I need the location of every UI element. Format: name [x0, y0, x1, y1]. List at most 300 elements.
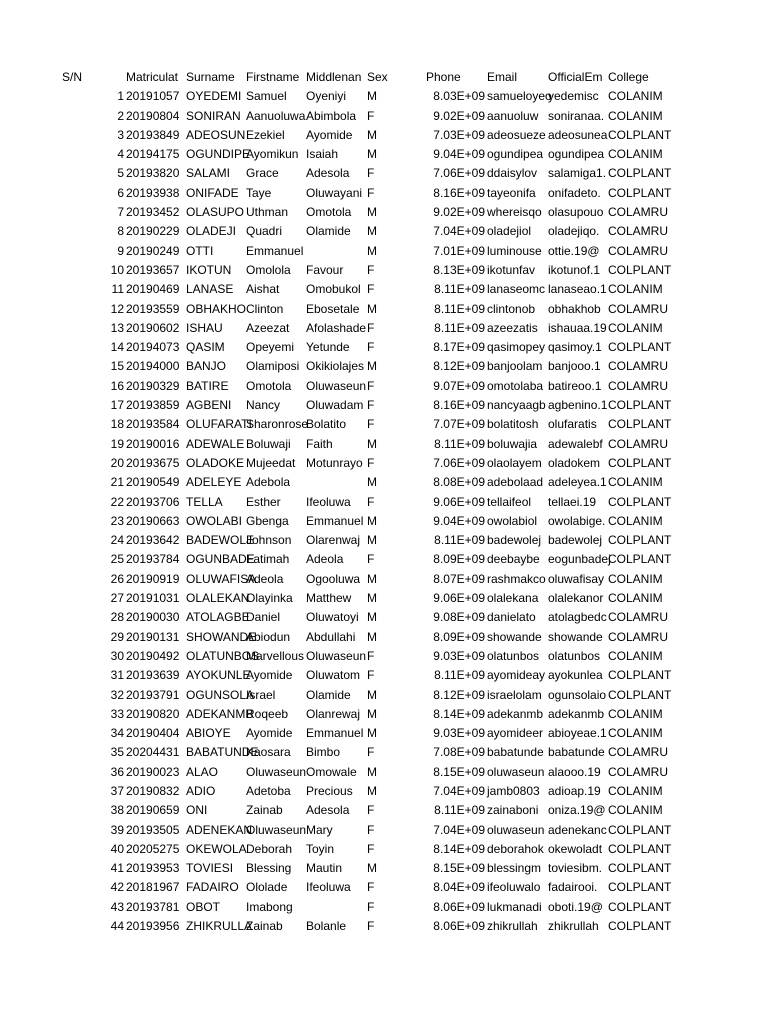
- cell-phone[interactable]: 8.08E+09: [433, 475, 485, 490]
- cell-email[interactable]: omotolaba: [487, 378, 544, 393]
- cell-matric[interactable]: 20204431: [126, 745, 180, 760]
- cell-college[interactable]: COLANIM: [608, 648, 663, 663]
- cell-sn[interactable]: 44: [110, 919, 124, 934]
- cell-surname[interactable]: BANJO: [186, 359, 227, 374]
- cell-phone[interactable]: 8.13E+09: [433, 262, 485, 277]
- cell-firstname[interactable]: Abiodun: [246, 629, 291, 644]
- cell-phone[interactable]: 8.11E+09: [434, 803, 485, 818]
- cell-college[interactable]: COLANIM: [608, 571, 663, 586]
- cell-sex[interactable]: F: [367, 282, 375, 297]
- cell-phone[interactable]: 9.03E+09: [433, 726, 485, 741]
- cell-sn[interactable]: 19: [110, 436, 124, 451]
- cell-official-email[interactable]: oluwafisay: [548, 571, 605, 586]
- header-official-email[interactable]: OfficialEm: [548, 70, 603, 84]
- cell-sn[interactable]: 22: [110, 494, 124, 509]
- cell-matric[interactable]: 20193675: [126, 455, 180, 470]
- cell-surname[interactable]: BATIRE: [186, 378, 229, 393]
- cell-official-email[interactable]: agbenino.1: [548, 398, 608, 413]
- cell-middlename[interactable]: Adesola: [306, 803, 350, 818]
- cell-email[interactable]: blessingm: [487, 861, 542, 876]
- cell-sex[interactable]: M: [367, 147, 377, 162]
- cell-college[interactable]: COLAMRU: [608, 629, 669, 644]
- cell-matric[interactable]: 20193953: [126, 861, 180, 876]
- cell-sn[interactable]: 15: [110, 359, 124, 374]
- cell-phone[interactable]: 9.07E+09: [433, 378, 485, 393]
- cell-matric[interactable]: 20193584: [126, 417, 180, 432]
- cell-phone[interactable]: 7.01E+09: [433, 243, 485, 258]
- cell-matric[interactable]: 20190023: [126, 764, 180, 779]
- cell-surname[interactable]: SALAMI: [186, 166, 231, 181]
- cell-email[interactable]: whereisqo: [487, 205, 542, 220]
- cell-college[interactable]: COLANIM: [608, 591, 663, 606]
- cell-official-email[interactable]: adioap.19: [548, 783, 601, 798]
- cell-sn[interactable]: 5: [117, 166, 124, 181]
- cell-sn[interactable]: 14: [110, 340, 124, 355]
- cell-surname[interactable]: OLATUNBOS: [186, 648, 260, 663]
- cell-phone[interactable]: 8.14E+09: [433, 841, 485, 856]
- cell-firstname[interactable]: Oluwaseun: [246, 822, 307, 837]
- cell-surname[interactable]: OKEWOLA: [186, 841, 247, 856]
- cell-email[interactable]: israelolam: [487, 687, 542, 702]
- cell-sex[interactable]: F: [367, 185, 375, 200]
- cell-sn[interactable]: 42: [110, 880, 124, 895]
- cell-college[interactable]: COLANIM: [608, 147, 663, 162]
- cell-official-email[interactable]: ogundipea: [548, 147, 605, 162]
- header-phone[interactable]: Phone: [426, 70, 461, 84]
- cell-firstname[interactable]: Esther: [246, 494, 281, 509]
- cell-official-email[interactable]: ayokunlea: [548, 668, 603, 683]
- cell-phone[interactable]: 8.06E+09: [433, 899, 485, 914]
- cell-matric[interactable]: 20205275: [126, 841, 180, 856]
- cell-phone[interactable]: 8.15E+09: [433, 861, 485, 876]
- cell-sex[interactable]: M: [367, 205, 377, 220]
- cell-matric[interactable]: 20193938: [126, 185, 180, 200]
- cell-official-email[interactable]: abioyeae.1: [548, 726, 607, 741]
- cell-matric[interactable]: 20190229: [126, 224, 180, 239]
- cell-college[interactable]: COLANIM: [608, 108, 663, 123]
- cell-matric[interactable]: 20181967: [126, 880, 180, 895]
- cell-sn[interactable]: 41: [110, 861, 124, 876]
- cell-email[interactable]: ogundipea: [487, 147, 544, 162]
- cell-matric[interactable]: 20193791: [126, 687, 180, 702]
- cell-sex[interactable]: M: [367, 127, 377, 142]
- cell-sex[interactable]: M: [367, 687, 377, 702]
- cell-sex[interactable]: M: [367, 783, 377, 798]
- cell-phone[interactable]: 9.04E+09: [433, 147, 485, 162]
- cell-sn[interactable]: 29: [110, 629, 124, 644]
- cell-sn[interactable]: 40: [110, 841, 124, 856]
- cell-email[interactable]: lukmanadi: [487, 899, 542, 914]
- cell-official-email[interactable]: atolagbedc: [548, 610, 607, 625]
- cell-email[interactable]: aanuoluw: [487, 108, 539, 123]
- cell-middlename[interactable]: Ogooluwa: [306, 571, 361, 586]
- cell-official-email[interactable]: adenekanc: [548, 822, 607, 837]
- cell-college[interactable]: COLPLANT: [608, 687, 672, 702]
- cell-middlename[interactable]: Ifeoluwa: [306, 494, 351, 509]
- cell-sn[interactable]: 9: [117, 243, 124, 258]
- cell-email[interactable]: tellaifeol: [487, 494, 532, 509]
- cell-middlename[interactable]: Oluwaseun: [306, 378, 367, 393]
- cell-middlename[interactable]: Faith: [306, 436, 333, 451]
- cell-official-email[interactable]: zhikrullah: [548, 919, 599, 934]
- cell-phone[interactable]: 8.15E+09: [433, 764, 485, 779]
- cell-surname[interactable]: SONIRAN: [186, 108, 241, 123]
- cell-sn[interactable]: 39: [110, 822, 124, 837]
- cell-middlename[interactable]: [306, 898, 366, 917]
- cell-firstname[interactable]: Taye: [246, 185, 272, 200]
- cell-middlename[interactable]: Emmanuel: [306, 726, 364, 741]
- cell-firstname[interactable]: Ayomide: [246, 726, 293, 741]
- cell-phone[interactable]: 8.16E+09: [433, 398, 485, 413]
- cell-sex[interactable]: M: [367, 629, 377, 644]
- cell-sex[interactable]: F: [367, 417, 375, 432]
- cell-college[interactable]: COLPLANT: [608, 861, 672, 876]
- cell-college[interactable]: COLPLANT: [608, 340, 672, 355]
- cell-sex[interactable]: F: [367, 745, 375, 760]
- cell-college[interactable]: COLAMRU: [608, 301, 669, 316]
- cell-phone[interactable]: 8.11E+09: [434, 282, 485, 297]
- cell-firstname[interactable]: Ololade: [246, 880, 288, 895]
- cell-matric[interactable]: 20191057: [126, 89, 180, 104]
- cell-phone[interactable]: 8.12E+09: [433, 359, 485, 374]
- cell-college[interactable]: COLANIM: [608, 475, 663, 490]
- cell-middlename[interactable]: Oluwaseun: [306, 648, 367, 663]
- cell-official-email[interactable]: obhakhob: [548, 301, 601, 316]
- cell-surname[interactable]: ADEWALE: [186, 436, 245, 451]
- cell-phone[interactable]: 8.17E+09: [433, 340, 485, 355]
- cell-sn[interactable]: 34: [110, 726, 124, 741]
- cell-email[interactable]: bolatitosh: [487, 417, 539, 432]
- cell-middlename[interactable]: Omotola: [306, 205, 352, 220]
- cell-college[interactable]: COLAMRU: [608, 764, 669, 779]
- cell-email[interactable]: zainaboni: [487, 803, 539, 818]
- cell-firstname[interactable]: Imabong: [246, 899, 293, 914]
- cell-email[interactable]: showande: [487, 629, 542, 644]
- cell-surname[interactable]: ZHIKRULLA: [186, 919, 253, 934]
- cell-phone[interactable]: 8.04E+09: [433, 880, 485, 895]
- cell-matric[interactable]: 20190131: [126, 629, 180, 644]
- cell-sn[interactable]: 11: [111, 282, 124, 297]
- cell-firstname[interactable]: Aanuoluwa: [246, 108, 306, 123]
- cell-middlename[interactable]: Emmanuel: [306, 513, 364, 528]
- cell-matric[interactable]: 20193781: [126, 899, 180, 914]
- cell-official-email[interactable]: ikotunof.1: [548, 262, 601, 277]
- cell-middlename[interactable]: Oluwatom: [306, 668, 361, 683]
- cell-email[interactable]: azeezatis: [487, 320, 538, 335]
- cell-email[interactable]: luminouse: [487, 243, 542, 258]
- cell-surname[interactable]: ONI: [186, 803, 208, 818]
- cell-matric[interactable]: 20193559: [126, 301, 180, 316]
- cell-phone[interactable]: 8.03E+09: [433, 89, 485, 104]
- cell-middlename[interactable]: Ifeoluwa: [306, 880, 351, 895]
- cell-middlename[interactable]: Oyeniyi: [306, 89, 347, 104]
- cell-official-email[interactable]: ishauaa.19: [548, 320, 607, 335]
- cell-sex[interactable]: M: [367, 224, 377, 239]
- cell-sex[interactable]: F: [367, 552, 375, 567]
- cell-phone[interactable]: 7.07E+09: [433, 417, 485, 432]
- cell-firstname[interactable]: Opeyemi: [246, 340, 295, 355]
- cell-college[interactable]: COLANIM: [608, 726, 663, 741]
- cell-college[interactable]: COLPLANT: [608, 262, 672, 277]
- cell-college[interactable]: COLPLANT: [608, 185, 672, 200]
- cell-surname[interactable]: ADELEYE: [186, 475, 242, 490]
- cell-surname[interactable]: LANASE: [186, 282, 234, 297]
- cell-phone[interactable]: 8.11E+09: [434, 301, 485, 316]
- cell-email[interactable]: babatunde: [487, 745, 544, 760]
- cell-official-email[interactable]: olufaratis: [548, 417, 597, 432]
- cell-official-email[interactable]: oladejiqo.: [548, 224, 600, 239]
- cell-phone[interactable]: 9.08E+09: [433, 610, 485, 625]
- cell-sn[interactable]: 20: [110, 455, 124, 470]
- cell-matric[interactable]: 20190016: [126, 436, 180, 451]
- cell-sn[interactable]: 32: [110, 687, 124, 702]
- header-matric[interactable]: Matriculat: [126, 70, 179, 84]
- cell-sn[interactable]: 43: [110, 899, 124, 914]
- cell-middlename[interactable]: Bolatito: [306, 417, 347, 432]
- cell-college[interactable]: COLAMRU: [608, 243, 669, 258]
- cell-matric[interactable]: 20190804: [126, 108, 180, 123]
- cell-firstname[interactable]: Omotola: [246, 378, 292, 393]
- cell-official-email[interactable]: okewoladt: [548, 841, 603, 856]
- cell-email[interactable]: oluwaseun: [487, 822, 545, 837]
- cell-surname[interactable]: OLASUPO: [186, 205, 245, 220]
- cell-phone[interactable]: 7.03E+09: [433, 127, 485, 142]
- cell-sex[interactable]: F: [367, 378, 375, 393]
- cell-sn[interactable]: 27: [110, 591, 124, 606]
- cell-middlename[interactable]: Oluwatoyi: [306, 610, 359, 625]
- cell-sn[interactable]: 1: [117, 89, 124, 104]
- cell-sn[interactable]: 10: [110, 262, 124, 277]
- cell-sn[interactable]: 24: [110, 533, 124, 548]
- cell-sn[interactable]: 23: [110, 513, 124, 528]
- cell-matric[interactable]: 20190919: [126, 571, 180, 586]
- cell-sex[interactable]: F: [367, 108, 375, 123]
- cell-email[interactable]: nancyaagb: [487, 398, 546, 413]
- header-sex[interactable]: Sex: [367, 70, 388, 84]
- cell-email[interactable]: adebolaad: [487, 475, 544, 490]
- cell-middlename[interactable]: Motunrayo: [306, 455, 363, 470]
- cell-email[interactable]: oladejiol: [487, 224, 532, 239]
- cell-official-email[interactable]: olasupouo: [548, 205, 604, 220]
- cell-matric[interactable]: 20193642: [126, 533, 180, 548]
- cell-middlename[interactable]: Adesola: [306, 166, 350, 181]
- cell-surname[interactable]: BADEWOLE: [186, 533, 255, 548]
- cell-official-email[interactable]: oboti.19@: [548, 899, 603, 914]
- cell-middlename[interactable]: [306, 473, 366, 492]
- cell-college[interactable]: COLAMRU: [608, 436, 669, 451]
- cell-email[interactable]: olatunbos: [487, 648, 540, 663]
- cell-email[interactable]: owolabiol: [487, 513, 538, 528]
- cell-matric[interactable]: 20190492: [126, 648, 180, 663]
- cell-surname[interactable]: SHOWANDE: [186, 629, 257, 644]
- cell-phone[interactable]: 9.04E+09: [433, 513, 485, 528]
- cell-surname[interactable]: ABIOYE: [186, 726, 231, 741]
- cell-official-email[interactable]: qasimoy.1: [548, 340, 602, 355]
- cell-phone[interactable]: 8.14E+09: [433, 706, 485, 721]
- cell-middlename[interactable]: Mary: [306, 822, 333, 837]
- cell-college[interactable]: COLPLANT: [608, 166, 672, 181]
- cell-surname[interactable]: ATOLAGBE: [186, 610, 250, 625]
- cell-sex[interactable]: F: [367, 494, 375, 509]
- cell-sex[interactable]: F: [367, 340, 375, 355]
- cell-surname[interactable]: OYEDEMI: [186, 89, 242, 104]
- cell-official-email[interactable]: lanaseao.1: [548, 282, 607, 297]
- cell-matric[interactable]: 20193505: [126, 822, 180, 837]
- cell-firstname[interactable]: Azeezat: [246, 320, 290, 335]
- cell-matric[interactable]: 20194175: [126, 147, 180, 162]
- cell-firstname[interactable]: Emmanuel: [246, 243, 304, 258]
- cell-matric[interactable]: 20190659: [126, 803, 180, 818]
- cell-firstname[interactable]: Grace: [246, 166, 279, 181]
- cell-sex[interactable]: F: [367, 822, 375, 837]
- cell-surname[interactable]: OLADOKE: [186, 455, 245, 470]
- cell-phone[interactable]: 7.06E+09: [433, 455, 485, 470]
- cell-college[interactable]: COLPLANT: [608, 455, 672, 470]
- cell-phone[interactable]: 8.12E+09: [433, 687, 485, 702]
- cell-official-email[interactable]: onifadeto.: [548, 185, 601, 200]
- header-email[interactable]: Email: [487, 70, 518, 84]
- cell-phone[interactable]: 8.11E+09: [434, 533, 485, 548]
- cell-matric[interactable]: 20193956: [126, 919, 180, 934]
- cell-surname[interactable]: ADEKANMB: [186, 706, 254, 721]
- cell-sn[interactable]: 28: [110, 610, 124, 625]
- cell-college[interactable]: COLAMRU: [608, 378, 669, 393]
- cell-official-email[interactable]: olalekanor: [548, 591, 604, 606]
- cell-sn[interactable]: 12: [110, 301, 124, 316]
- cell-middlename[interactable]: Omobukol: [306, 282, 361, 297]
- cell-phone[interactable]: 8.09E+09: [433, 552, 485, 567]
- cell-sex[interactable]: F: [367, 262, 375, 277]
- cell-surname[interactable]: FADAIRO: [186, 880, 239, 895]
- cell-official-email[interactable]: soniranaa.: [548, 108, 605, 123]
- cell-firstname[interactable]: Marvellous: [246, 648, 305, 663]
- cell-college[interactable]: COLPLANT: [608, 841, 672, 856]
- cell-surname[interactable]: OBOT: [186, 899, 221, 914]
- cell-matric[interactable]: 20190663: [126, 513, 180, 528]
- cell-official-email[interactable]: alaooo.19: [548, 764, 601, 779]
- cell-official-email[interactable]: oladokem: [548, 455, 601, 470]
- cell-firstname[interactable]: Ayomide: [246, 668, 293, 683]
- cell-firstname[interactable]: Ezekiel: [246, 127, 285, 142]
- cell-sex[interactable]: M: [367, 359, 377, 374]
- cell-surname[interactable]: ADIO: [186, 783, 216, 798]
- cell-college[interactable]: COLPLANT: [608, 919, 672, 934]
- cell-sn[interactable]: 17: [110, 398, 124, 413]
- cell-email[interactable]: adekanmb: [487, 706, 544, 721]
- cell-firstname[interactable]: Adeola: [246, 571, 284, 586]
- cell-official-email[interactable]: ogunsolaio: [548, 687, 607, 702]
- cell-sex[interactable]: M: [367, 533, 377, 548]
- cell-middlename[interactable]: Adeola: [306, 552, 344, 567]
- cell-surname[interactable]: ISHAU: [186, 320, 223, 335]
- cell-sex[interactable]: F: [367, 320, 375, 335]
- cell-middlename[interactable]: Olamide: [306, 687, 351, 702]
- cell-middlename[interactable]: Abimbola: [306, 108, 357, 123]
- cell-phone[interactable]: 9.02E+09: [433, 108, 485, 123]
- cell-firstname[interactable]: Boluwaji: [246, 436, 291, 451]
- cell-phone[interactable]: 9.03E+09: [433, 648, 485, 663]
- cell-sn[interactable]: 4: [117, 147, 124, 162]
- cell-email[interactable]: clintonob: [487, 301, 536, 316]
- cell-firstname[interactable]: Zainab: [246, 803, 283, 818]
- cell-phone[interactable]: 8.16E+09: [433, 185, 485, 200]
- cell-email[interactable]: deebaybe: [487, 552, 540, 567]
- cell-matric[interactable]: 20190329: [126, 378, 180, 393]
- cell-sex[interactable]: M: [367, 513, 377, 528]
- cell-matric[interactable]: 20191031: [126, 591, 180, 606]
- cell-email[interactable]: zhikrullah: [487, 919, 538, 934]
- cell-surname[interactable]: QASIM: [186, 340, 225, 355]
- cell-sn[interactable]: 13: [110, 320, 124, 335]
- cell-middlename[interactable]: Okikiolajes: [306, 359, 365, 374]
- cell-firstname[interactable]: Johnson: [246, 533, 292, 548]
- cell-college[interactable]: COLPLANT: [608, 398, 672, 413]
- cell-surname[interactable]: ADENEKAN: [186, 822, 253, 837]
- cell-official-email[interactable]: adewalebf: [548, 436, 603, 451]
- cell-sex[interactable]: F: [367, 899, 375, 914]
- header-sn[interactable]: S/N: [62, 70, 83, 84]
- cell-matric[interactable]: 20190602: [126, 320, 180, 335]
- cell-college[interactable]: COLANIM: [608, 783, 663, 798]
- cell-sn[interactable]: 31: [110, 668, 124, 683]
- cell-firstname[interactable]: Olamiposi: [246, 359, 300, 374]
- cell-sn[interactable]: 33: [110, 706, 124, 721]
- cell-phone[interactable]: 8.11E+09: [434, 668, 485, 683]
- cell-middlename[interactable]: Precious: [306, 783, 353, 798]
- cell-sex[interactable]: F: [367, 668, 375, 683]
- cell-surname[interactable]: OLADEJI: [186, 224, 237, 239]
- cell-college[interactable]: COLPLANT: [608, 880, 672, 895]
- cell-college[interactable]: COLPLANT: [608, 127, 672, 142]
- cell-email[interactable]: jamb0803: [487, 783, 540, 798]
- cell-middlename[interactable]: Oluwayani: [306, 185, 363, 200]
- cell-phone[interactable]: 8.09E+09: [433, 629, 485, 644]
- cell-sex[interactable]: M: [367, 726, 377, 741]
- cell-email[interactable]: samueloyeo: [487, 89, 552, 104]
- cell-middlename[interactable]: Toyin: [306, 841, 335, 856]
- cell-surname[interactable]: OGUNSOLA: [186, 687, 255, 702]
- cell-firstname[interactable]: Omolola: [246, 262, 291, 277]
- cell-official-email[interactable]: oniza.19@: [548, 803, 606, 818]
- cell-surname[interactable]: TELLA: [186, 494, 223, 509]
- cell-sex[interactable]: M: [367, 301, 377, 316]
- cell-phone[interactable]: 7.06E+09: [433, 166, 485, 181]
- cell-firstname[interactable]: Adetoba: [246, 783, 291, 798]
- cell-surname[interactable]: OLALEKAN: [186, 591, 250, 606]
- cell-email[interactable]: oluwaseun: [487, 764, 545, 779]
- cell-phone[interactable]: 9.02E+09: [433, 205, 485, 220]
- cell-surname[interactable]: ALAO: [186, 764, 219, 779]
- cell-firstname[interactable]: Clinton: [246, 301, 284, 316]
- cell-email[interactable]: olalekana: [487, 591, 539, 606]
- cell-email[interactable]: lanaseomc: [487, 282, 546, 297]
- cell-sn[interactable]: 38: [110, 803, 124, 818]
- cell-middlename[interactable]: Yetunde: [306, 340, 350, 355]
- cell-email[interactable]: ikotunfav: [487, 262, 536, 277]
- cell-matric[interactable]: 20193849: [126, 127, 180, 142]
- cell-college[interactable]: COLAMRU: [608, 359, 669, 374]
- cell-firstname[interactable]: Deborah: [246, 841, 293, 856]
- cell-sex[interactable]: M: [367, 610, 377, 625]
- cell-official-email[interactable]: eogunbadej: [548, 552, 611, 567]
- cell-middlename[interactable]: Isaiah: [306, 147, 339, 162]
- cell-phone[interactable]: 7.04E+09: [433, 224, 485, 239]
- cell-sex[interactable]: M: [367, 89, 377, 104]
- cell-matric[interactable]: 20193784: [126, 552, 180, 567]
- cell-college[interactable]: COLANIM: [608, 320, 663, 335]
- cell-middlename[interactable]: Bolanle: [306, 919, 347, 934]
- cell-surname[interactable]: OGUNBADE: [186, 552, 255, 567]
